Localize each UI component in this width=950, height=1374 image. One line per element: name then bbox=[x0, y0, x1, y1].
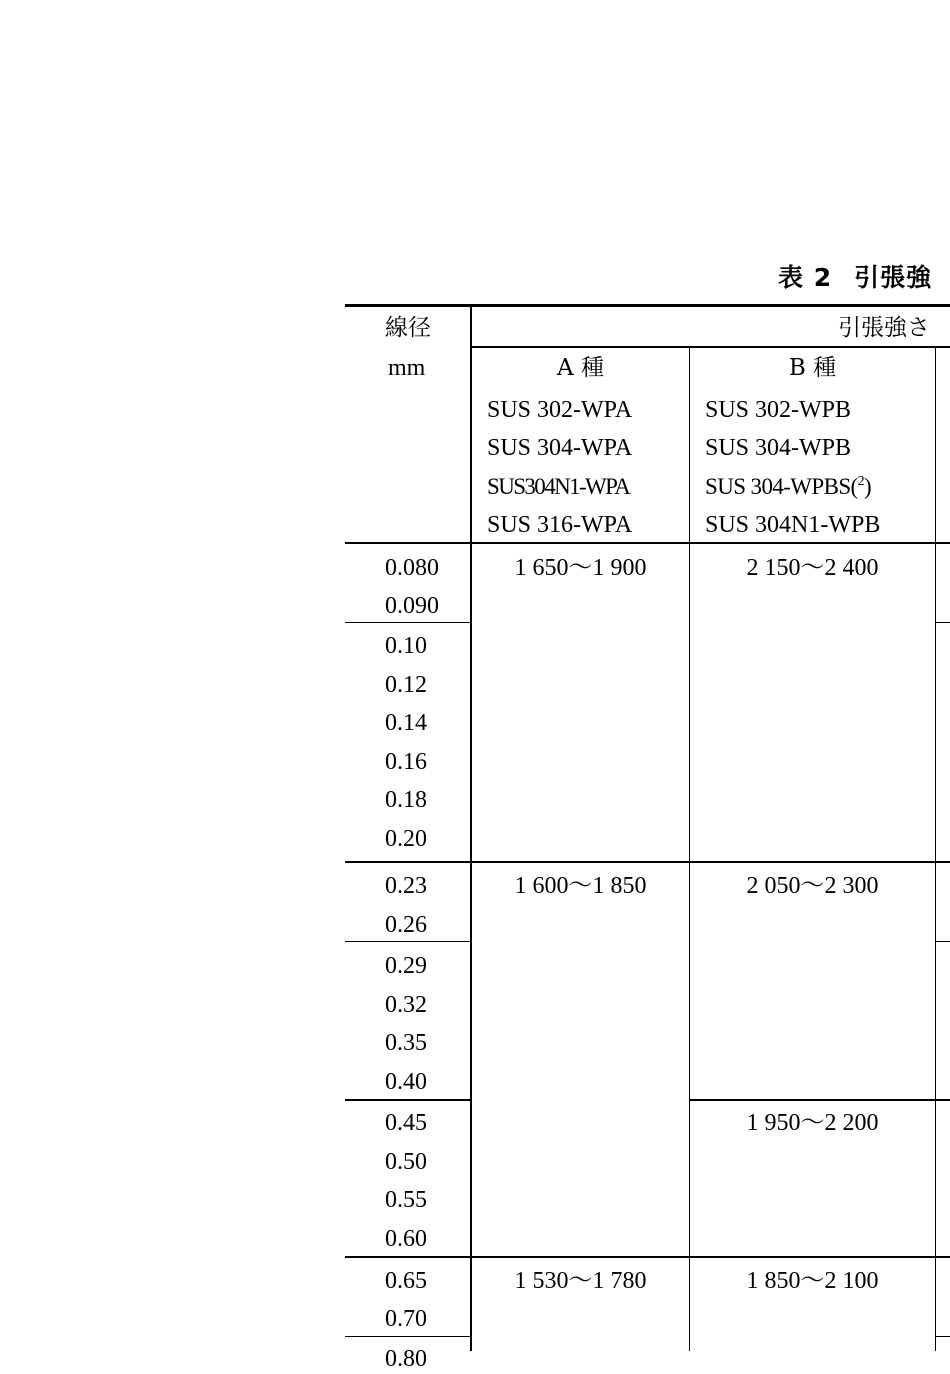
diameter-value: 0.23 bbox=[385, 873, 427, 899]
table-top-rule bbox=[345, 304, 950, 307]
grade-b-designation: SUS 304-WPB bbox=[705, 435, 852, 461]
diameter-value: 0.26 bbox=[385, 912, 427, 938]
diameter-value: 0.35 bbox=[385, 1030, 427, 1056]
group-rule bbox=[345, 861, 950, 863]
diameter-value: 0.10 bbox=[385, 633, 427, 659]
diameter-value: 0.40 bbox=[385, 1069, 427, 1095]
group-rule-partial bbox=[690, 1099, 950, 1101]
diameter-value: 0.65 bbox=[385, 1268, 427, 1294]
group-rule-partial bbox=[345, 1099, 471, 1101]
grade-a-tensile-value: 1 650〜1 900 bbox=[514, 555, 647, 581]
grade-a-tensile-value: 1 600〜1 850 bbox=[514, 873, 647, 899]
grade-a-designation: SUS 316-WPA bbox=[487, 512, 633, 538]
header-sub-rule bbox=[470, 346, 950, 348]
diameter-group-rule bbox=[345, 941, 471, 942]
diameter-value: 0.20 bbox=[385, 826, 427, 852]
grade-b-designation: SUS 302-WPB bbox=[705, 397, 852, 423]
grade-a-tensile-value: 1 530〜1 780 bbox=[514, 1268, 647, 1294]
tensile-strength-header: 引張強さ bbox=[838, 315, 930, 341]
diameter-unit: mm bbox=[388, 355, 426, 381]
grade-a-designation: SUS304N1-WPA bbox=[487, 474, 630, 499]
diameter-value: 0.090 bbox=[385, 593, 439, 619]
diameter-value: 0.80 bbox=[385, 1346, 427, 1372]
group-rule bbox=[345, 1256, 950, 1258]
grade-b-header: B 種 bbox=[788, 355, 837, 381]
grade-b-column-rule bbox=[935, 347, 936, 1351]
grade-b-tensile-value: 2 050〜2 300 bbox=[746, 873, 879, 899]
diameter-value: 0.16 bbox=[385, 749, 427, 775]
diameter-value: 0.29 bbox=[385, 953, 427, 979]
diameter-value: 0.45 bbox=[385, 1110, 427, 1136]
diameter-value: 0.60 bbox=[385, 1226, 427, 1252]
diameter-value: 0.50 bbox=[385, 1149, 427, 1175]
diameter-group-rule bbox=[345, 1336, 471, 1337]
header-bottom-rule bbox=[345, 542, 950, 544]
diameter-group-rule bbox=[345, 622, 471, 623]
grade-a-designation: SUS 302-WPA bbox=[487, 397, 633, 423]
diameter-group-rule-right bbox=[936, 941, 950, 942]
diameter-header: 線径 bbox=[385, 315, 431, 341]
grade-b-tensile-value: 1 950〜2 200 bbox=[746, 1110, 879, 1136]
footnote-ref: 2 bbox=[857, 474, 865, 489]
diameter-value: 0.14 bbox=[385, 710, 427, 736]
table-title: 引張強 bbox=[854, 263, 933, 292]
table-number: 表 2 bbox=[778, 263, 833, 292]
diameter-column-rule bbox=[470, 305, 472, 1351]
grade-b-tensile-value: 1 850〜2 100 bbox=[746, 1268, 879, 1294]
diameter-value: 0.080 bbox=[385, 555, 439, 581]
grade-b-designation-text: SUS 304-WPBS bbox=[705, 474, 851, 499]
diameter-value: 0.32 bbox=[385, 992, 427, 1018]
diameter-group-rule-right bbox=[936, 1336, 950, 1337]
footnote-open: ( bbox=[850, 474, 858, 499]
diameter-group-rule-right bbox=[936, 622, 950, 623]
diameter-value: 0.18 bbox=[385, 787, 427, 813]
grade-a-column-rule bbox=[689, 347, 690, 1351]
grade-a-header: A 種 bbox=[557, 355, 604, 381]
diameter-value: 0.70 bbox=[385, 1306, 427, 1332]
grade-b-designation: SUS 304N1-WPB bbox=[705, 512, 881, 538]
grade-b-tensile-value: 2 150〜2 400 bbox=[746, 555, 879, 581]
grade-a-designation: SUS 304-WPA bbox=[487, 435, 633, 461]
diameter-value: 0.12 bbox=[385, 672, 427, 698]
grade-b-designation bbox=[705, 472, 871, 502]
diameter-value: 0.55 bbox=[385, 1187, 427, 1213]
footnote-close: ) bbox=[864, 474, 872, 499]
